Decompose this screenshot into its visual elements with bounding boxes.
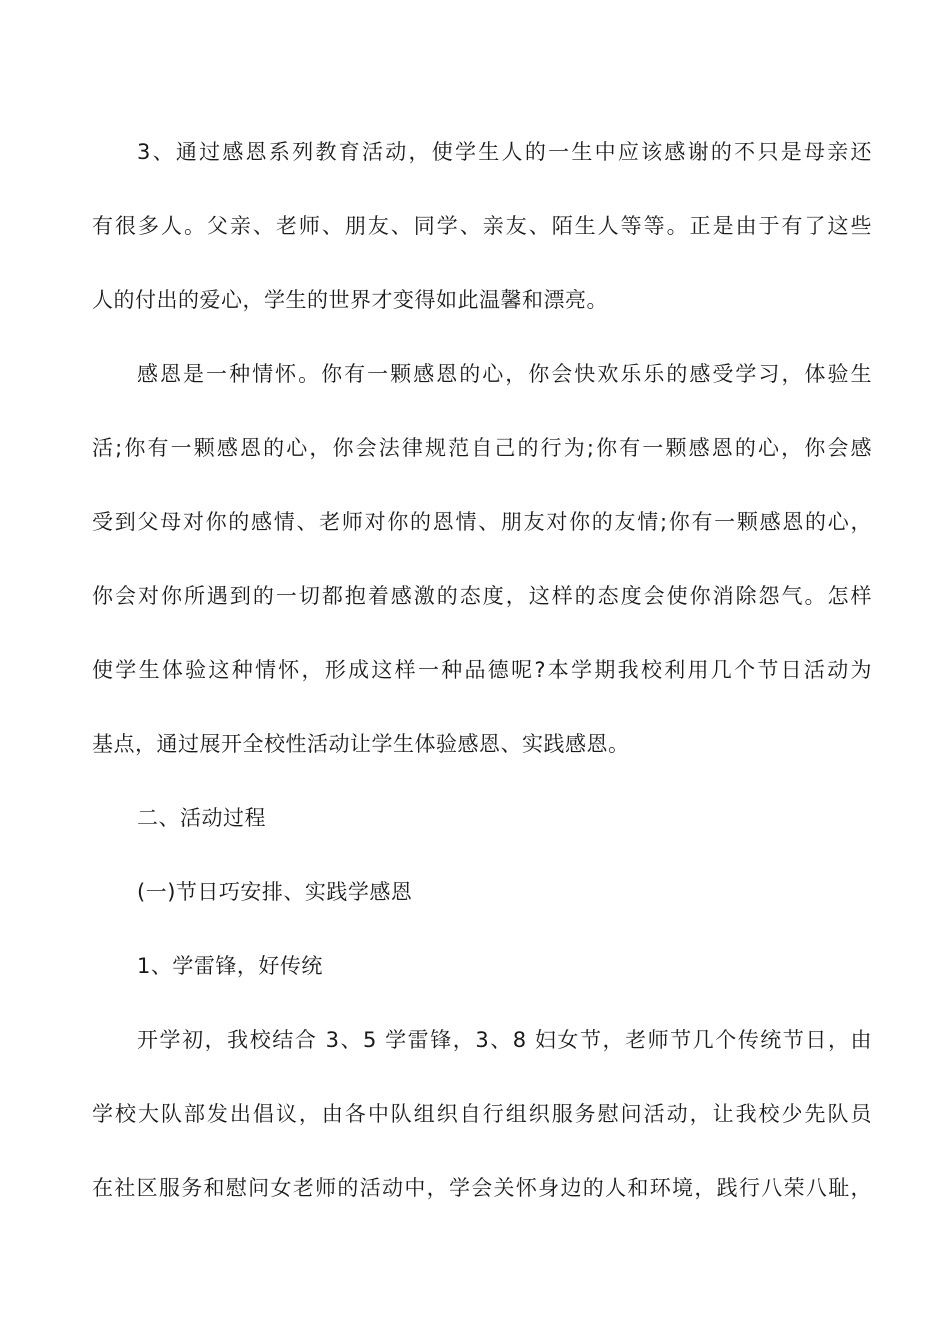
subsection-heading: (一)节日巧安排、实践学感恩 — [137, 880, 413, 904]
paragraph-1-line-2: 有很多人。父亲、老师、朋友、同学、亲友、陌生人等等。正是由于有了这些 — [92, 214, 872, 238]
paragraph-2-line-6: 基点，通过展开全校性活动让学生体验感恩、实践感恩。 — [92, 732, 630, 756]
paragraph-1-line-1: 3、通过感恩系列教育活动，使学生人的一生中应该感谢的不只是母亲还 — [137, 140, 872, 164]
paragraph-2-line-4: 你会对你所遇到的一切都抱着感激的态度，这样的态度会使你消除怨气。怎样 — [92, 584, 872, 608]
paragraph-3-line-1: 开学初，我校结合 3、5 学雷锋，3、8 妇女节，老师节几个传统节日，由 — [137, 1028, 872, 1052]
paragraph-2-line-2: 活;你有一颗感恩的心，你会法律规范自己的行为;你有一颗感恩的心，你会感 — [92, 436, 872, 460]
paragraph-2-line-3: 受到父母对你的感情、老师对你的恩情、朋友对你的友情;你有一颗感恩的心， — [92, 510, 872, 534]
paragraph-1-line-3: 人的付出的爱心，学生的世界才变得如此温馨和漂亮。 — [92, 288, 608, 312]
item-heading: 1、学雷锋，好传统 — [137, 954, 323, 978]
paragraph-3-line-3: 在社区服务和慰问女老师的活动中，学会关怀身边的人和环境，践行八荣八耻， — [92, 1176, 872, 1200]
paragraph-3-line-2: 学校大队部发出倡议，由各中队组织自行组织服务慰问活动，让我校少先队员 — [92, 1102, 872, 1126]
paragraph-2-line-5: 使学生体验这种情怀，形成这样一种品德呢?本学期我校利用几个节日活动为 — [92, 658, 872, 682]
paragraph-2-line-1: 感恩是一种情怀。你有一颗感恩的心，你会快欢乐乐的感受学习，体验生 — [137, 362, 872, 386]
section-heading: 二、活动过程 — [137, 806, 266, 830]
